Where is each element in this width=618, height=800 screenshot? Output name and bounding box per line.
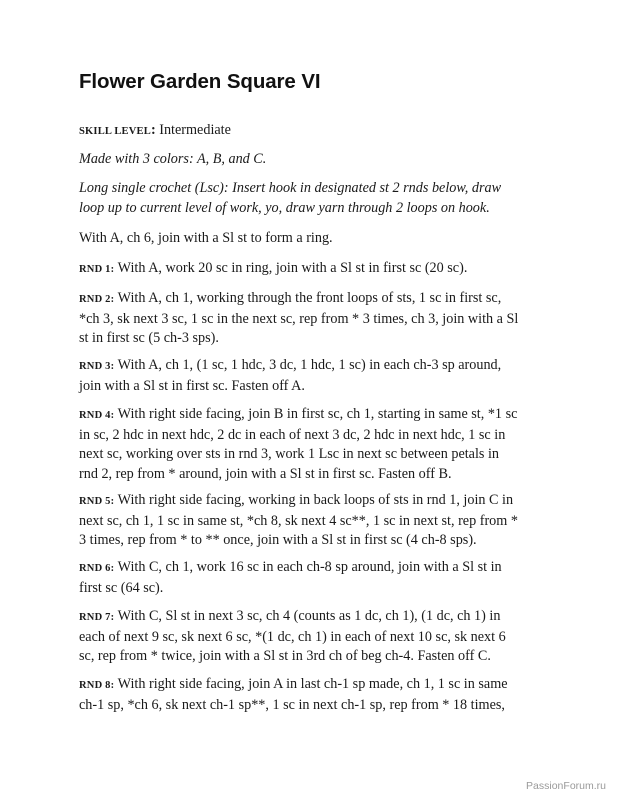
round-2 (79, 289, 549, 349)
round-line: next sc, ch 1, 1 sc in same st, *ch 8, sk next 4 sc**, 1 sc in next st, rep from * (79, 512, 518, 529)
lsc-line: Long single crochet (Lsc): Insert hook in designated st 2 rnds below, draw (79, 180, 502, 196)
round-line: rnd 2, rep from * around, join with a Sl st in first sc. Fasten off B. (79, 465, 452, 482)
round-5 (79, 491, 549, 551)
start-text: With A, ch 6, join with a Sl st to form a ring. (79, 230, 333, 246)
skill-level-colon: : (150, 122, 156, 138)
round-line: With C, ch 1, work 16 sc in each ch-8 sp around, join with a Sl st in (117, 559, 502, 575)
round-line: With A, ch 1, (1 sc, 1 hdc, 3 dc, 1 hdc, 1 sc) in each ch-3 sp around, (117, 357, 502, 373)
round-6 (79, 558, 549, 598)
start-instruction (79, 229, 549, 249)
round-line: next sc, working over sts in rnd 3, work 1 Lsc in next sc between petals in (79, 446, 500, 462)
round-label: RND 2: (79, 294, 115, 305)
round-line: *ch 3, sk next 3 sc, 1 sc in the next sc, rep from * 3 times, ch 3, join with a Sl (79, 310, 519, 327)
colors-note (79, 150, 549, 170)
skill-level-value: Intermediate (155, 122, 231, 138)
round-7 (79, 607, 549, 667)
colors-note-text: Made with 3 colors: A, B, and C. (79, 151, 267, 167)
round-line: With C, Sl st in next 3 sc, ch 4 (counts as 1 dc, ch 1), (1 dc, ch 1) in (117, 608, 501, 624)
round-label: RND 3: (79, 361, 115, 372)
round-label: RND 1: (79, 264, 115, 275)
skill-level (79, 121, 549, 142)
round-line: st in first sc (5 ch-3 sps). (79, 330, 219, 346)
round-line: sc, rep from * twice, join with a Sl st in 3rd ch of beg ch-4. Fasten off C. (79, 648, 491, 664)
round-label: RND 6: (79, 563, 115, 574)
site-watermark: PassionForum.ru (526, 780, 606, 792)
round-line: With right side facing, join A in last ch-1 sp made, ch 1, 1 sc in same (117, 676, 508, 692)
skill-level-label: SKILL LEVEL (79, 126, 151, 137)
round-label: RND 8: (79, 680, 115, 691)
round-line: each of next 9 sc, sk next 6 sc, *(1 dc, ch 1) in each of next 10 sc, sk next 6 (79, 628, 506, 645)
round-line: in sc, 2 hdc in next hdc, 2 dc in each of next 3 dc, 2 hdc in next hdc, 1 sc in (79, 426, 506, 443)
lsc-definition (79, 179, 549, 218)
page-title: Flower Garden Square VI (79, 70, 321, 93)
round-1 (79, 259, 549, 280)
round-line: With right side facing, join B in first sc, ch 1, starting in same st, *1 sc (117, 406, 518, 422)
lsc-line: loop up to current level of work, yo, draw yarn through 2 loops on hook. (79, 199, 490, 216)
round-label: RND 5: (79, 496, 115, 507)
round-3 (79, 356, 549, 396)
round-line: join with a Sl st in first sc. Fasten off A. (79, 377, 305, 394)
round-line: With A, work 20 sc in ring, join with a Sl st in first sc (20 sc). (117, 260, 468, 276)
round-label: RND 4: (79, 410, 115, 421)
round-line: 3 times, rep from * to ** once, join with a Sl st in first sc (4 ch-8 sps). (79, 532, 477, 548)
round-label: RND 7: (79, 612, 115, 623)
round-4 (79, 405, 549, 484)
round-8 (79, 675, 549, 715)
round-line: With A, ch 1, working through the front loops of sts, 1 sc in first sc, (117, 290, 502, 306)
round-line: ch-1 sp, *ch 6, sk next ch-1 sp**, 1 sc in next ch-1 sp, rep from * 18 times, (79, 696, 505, 713)
round-line: first sc (64 sc). (79, 579, 164, 596)
round-line: With right side facing, working in back loops of sts in rnd 1, join C in (117, 492, 514, 508)
